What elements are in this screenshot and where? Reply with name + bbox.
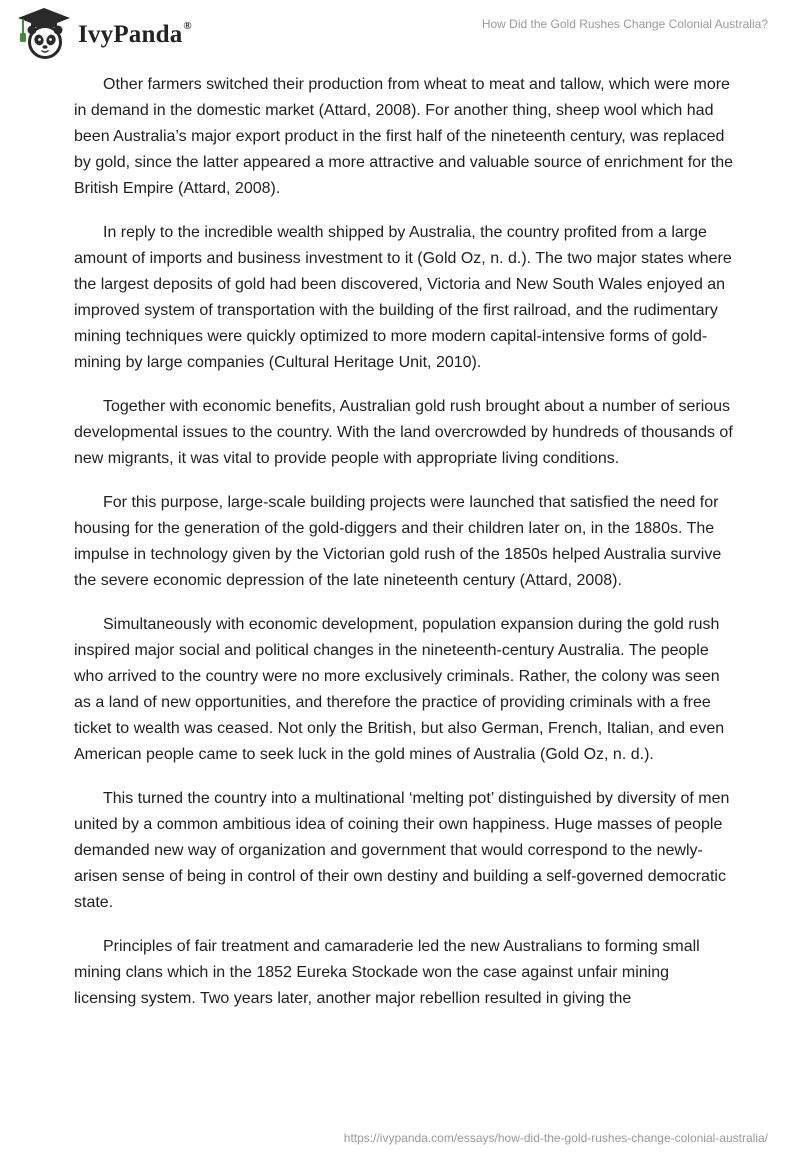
- panda-graduation-cap-icon: [14, 6, 74, 62]
- paragraph: Together with economic benefits, Australian gold rush brought about a number of serious developmental issues to the country. With the land overcrowded by hundreds of thousands of new migrants, it was vital to provide people with appropriate living conditions.: [74, 398, 733, 468]
- paragraph: This turned the country into a multinational ‘melting pot’ distinguished by diversity of men united by a common ambitious idea of coining their own happiness. Huge masses of people demanded new way of organization and government that would correspond to the newly-arisen sense of being in control of their own destiny and building a self-governed democratic state.: [74, 789, 730, 912]
- document-title: How Did the Gold Rushes Change Colonial Australia?: [481, 17, 768, 31]
- paragraph: Simultaneously with economic development, population expansion during the gold rush inspired major social and political changes in the nineteenth-century Australia. The people who arrived to the country were no more exclusively criminals. Rather, the colony was seen as a land of new opportunities, and therefore the practice of providing criminals with a free ticket to wealth was ceased. Not only the British, but also German, French, Italian, and even American people came to seek luck in the gold mines of Australia (Gold Oz, n. d.).: [74, 615, 725, 764]
- brand-logo[interactable]: [14, 6, 192, 62]
- paragraph: Principles of fair treatment and camaraderie led the new Australians to forming small mining clans which in the 1852 Eureka Stockade won the case against unfair mining licensing system. Two years later, another major rebellion resulted in giving the: [74, 937, 700, 1007]
- paragraph: In reply to the incredible wealth shipped by Australia, the country profited from a large amount of imports and business investment to it (Gold Oz, n. d.). The two major states where the largest deposits of gold had been discovered, Victoria and New South Wales enjoyed an improved system of transportation with the building of the first railroad, and the rudimentary mining techniques were quickly optimized to more modern capital-intensive forms of gold-mining by large companies (Cultural Heritage Unit, 2010).: [74, 223, 732, 372]
- registered-mark: ®: [183, 19, 192, 32]
- essay-body: [74, 72, 734, 1030]
- paragraph: For this purpose, large-scale building projects were launched that satisfied the need for housing for the generation of the gold-diggers and their children later on, in the 1880s. The impulse in technology given by the Victorian gold rush of the 1850s helped Australia survive the severe economic depression of the late nineteenth century (Attard, 2008).: [74, 493, 722, 590]
- source-url[interactable]: https://ivypanda.com/essays/how-did-the-gold-rushes-change-colonial-australia/: [343, 1131, 768, 1145]
- paragraph: Other farmers switched their production from wheat to meat and tallow, which were more in demand in the domestic market (Attard, 2008). For another thing, sheep wool which had been Australia’s major export product in the first half of the nineteenth century, was replaced by gold, since the latter appeared a more attractive and valuable source of enrichment for the British Empire (Attard, 2008).: [74, 76, 734, 198]
- brand-name: IvyPanda®: [78, 19, 192, 48]
- page-header: [0, 0, 800, 72]
